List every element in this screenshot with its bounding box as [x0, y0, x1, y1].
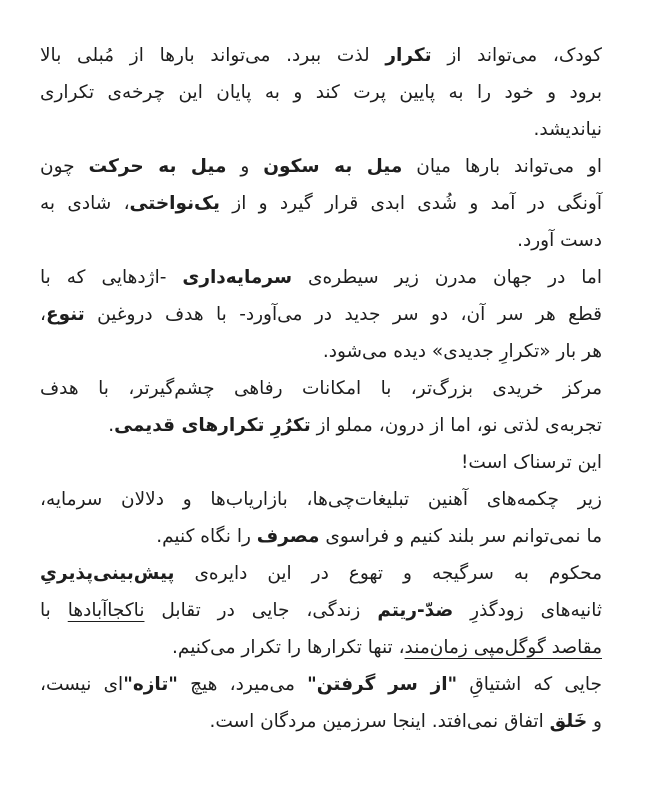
text-line: [40, 148, 602, 185]
paragraph: [40, 481, 602, 555]
text-run: نیاندیشد.: [533, 119, 602, 140]
paragraph: [40, 370, 602, 444]
text-run: ما نمی‌توانم سر بلند کنیم و فراسوی: [319, 526, 602, 547]
text-run: اما در جهان مدرن زیر سیطره‌ی: [292, 267, 602, 288]
text-run: با: [40, 600, 68, 621]
text-line: [40, 592, 602, 629]
text-run: دست آورد.: [517, 230, 602, 251]
bold-phrase: میل به حرکت: [88, 156, 227, 177]
text-run: ، تنها تکرارها را تکرار می‌کنیم.: [172, 637, 405, 658]
text-run: تجربه‌ی لذتی نو، اما از درون، مملو از: [310, 415, 602, 436]
text-line: [40, 259, 602, 296]
text-line: [40, 222, 602, 259]
text-run: این ترسناک است!: [461, 452, 602, 473]
text-run: و: [226, 156, 264, 177]
text-run: .: [108, 415, 115, 436]
text-run: قطع هر سر آن، دو سر جدید در می‌آورد- با هدف دروغین: [84, 304, 602, 325]
text-line: [40, 518, 602, 555]
bold-phrase: خَلق: [549, 711, 588, 732]
bold-phrase: سرمایه‌داری: [182, 267, 293, 288]
text-run: هر بار «تکرارِ جدیدی» دیده می‌شود.: [322, 341, 602, 362]
text-run: لذت ببرد. می‌تواند بارها از مُبلی بالا: [40, 45, 386, 66]
text-line: [40, 111, 602, 148]
bold-phrase: یک‌نواختی: [129, 193, 220, 214]
bold-phrase: تکرُرِ تکرارهای قدیمی: [114, 415, 311, 436]
text-run: -اژدهایی که با: [40, 267, 183, 288]
paragraph: [40, 37, 602, 148]
bold-phrase: "تازه": [123, 674, 178, 695]
text-run: ،: [40, 304, 46, 325]
underlined-phrase: ناکجاآبادها: [67, 600, 145, 621]
text-line: [40, 481, 602, 518]
text-line: [40, 444, 602, 481]
text-run: مرکز خریدی بزرگ‌تر، با امکانات رفاهی چشم‌گیرتر، با هدف: [40, 378, 602, 399]
text-run: ، شادی به: [40, 193, 130, 214]
paragraph: [40, 148, 602, 259]
bold-phrase: مصرف: [256, 526, 320, 547]
text-run: و: [587, 711, 602, 732]
bold-phrase: "از سر گرفتن": [307, 674, 458, 695]
text-line: [40, 185, 602, 222]
text-run: او می‌تواند بارها میان: [402, 156, 603, 177]
text-run: می‌میرد، هیچ: [177, 674, 308, 695]
text-run: زیر چکمه‌های آهنین تبلیغات‌چی‌ها، بازاریاب‌ها و دلالان سرمایه،: [40, 489, 602, 510]
bold-phrase: ضدّ-ریتم: [377, 600, 454, 621]
paragraph: [40, 444, 602, 481]
bold-phrase: پیش‌بینی‌پذیریِ: [40, 563, 175, 584]
text-line: [40, 703, 602, 740]
text-run: برود و خود را به پایین پرت کند و به پایان این چرخه‌ی تکراری: [40, 82, 602, 103]
text-line: [40, 333, 602, 370]
text-line: [40, 296, 602, 333]
paragraph: [40, 666, 602, 740]
text-line: [40, 666, 602, 703]
text-run: محکوم به سرگیجه و تهوع در این دایره‌ی: [174, 563, 602, 584]
text-run: آونگی در آمد و شُدی ابدی قرار گیرد و از: [219, 193, 603, 214]
bold-phrase: تکرار: [385, 45, 432, 66]
text-run: چون: [40, 156, 89, 177]
text-run: زندگی، جایی در تقابل: [144, 600, 378, 621]
text-run: ای نیست،: [40, 674, 124, 695]
text-line: [40, 629, 602, 666]
bold-phrase: تنوع: [45, 304, 85, 325]
bold-phrase: میل به سکون: [263, 156, 403, 177]
text-run: ثانیه‌های زودگذرِ: [453, 600, 602, 621]
text-run: را نگاه کنیم.: [156, 526, 257, 547]
text-run: اتفاق نمی‌افتد. اینجا سرزمین مردگان است.: [209, 711, 550, 732]
paragraph: [40, 259, 602, 370]
text-run: جایی که اشتیاقِ: [457, 674, 602, 695]
text-run: کودک، می‌تواند از: [431, 45, 602, 66]
underlined-phrase: مقاصد گوگل‌مپی زمان‌مند: [404, 637, 602, 658]
paragraph: [40, 555, 602, 666]
text-line: [40, 370, 602, 407]
text-line: [40, 74, 602, 111]
text-line: [40, 37, 602, 74]
text-line: [40, 407, 602, 444]
text-line: [40, 555, 602, 592]
